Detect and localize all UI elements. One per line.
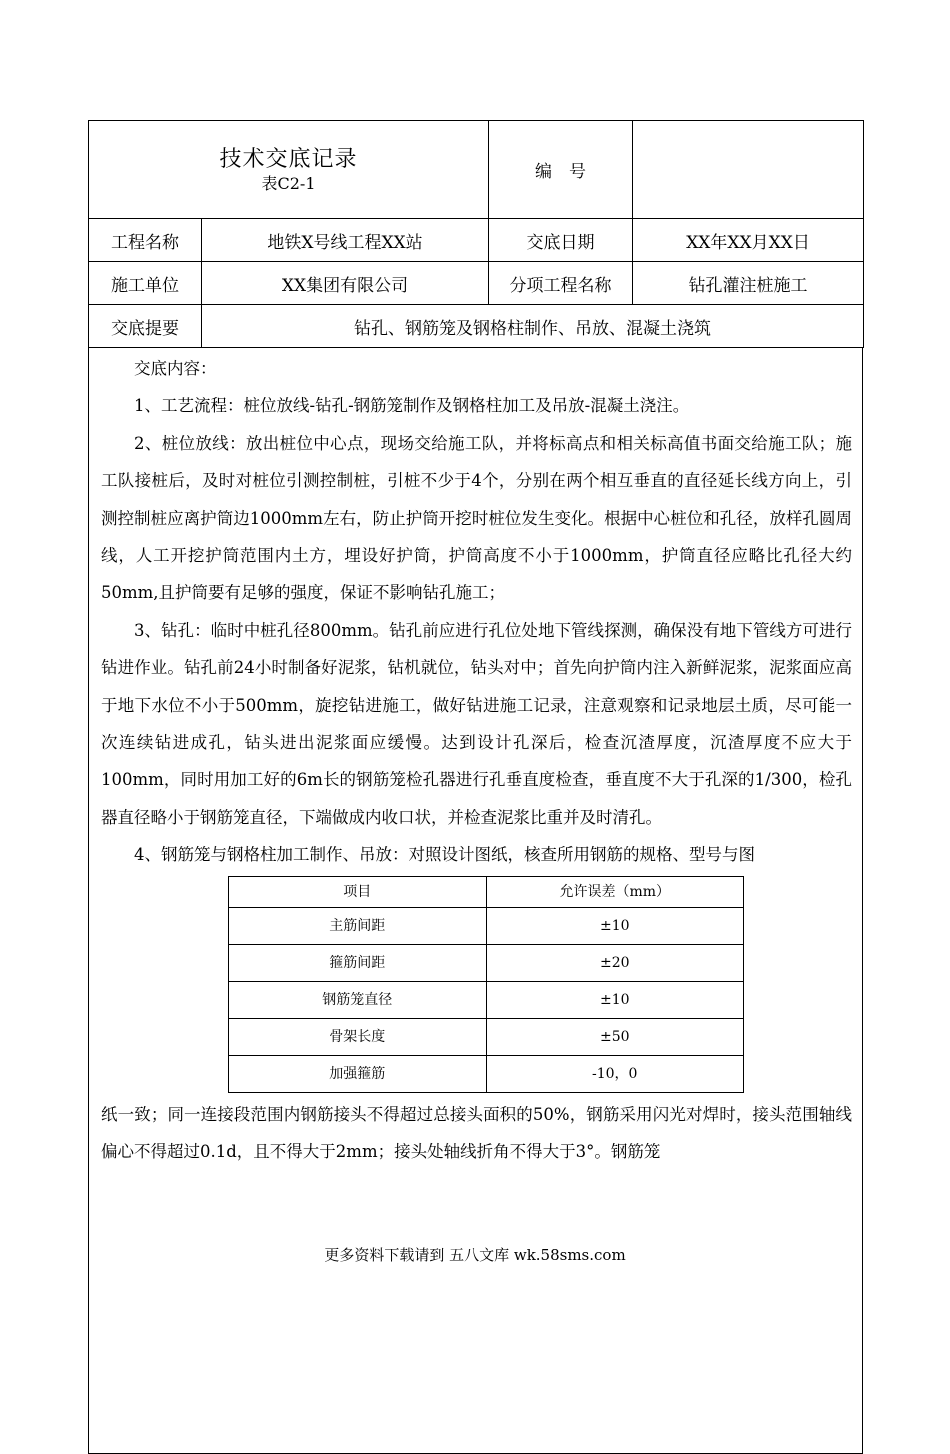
table-cell-item: 钢筋笼直径 — [229, 981, 487, 1018]
summary-value: 钻孔、钢筋笼及钢格柱制作、吊放、混凝土浇筑 — [202, 305, 864, 348]
table-cell-item: 加强箍筋 — [229, 1055, 487, 1092]
content-body — [88, 348, 863, 1454]
table-cell-tolerance: ±50 — [486, 1018, 744, 1055]
header-table — [88, 120, 864, 348]
table-row — [229, 1018, 744, 1055]
date-label: 交底日期 — [489, 219, 633, 262]
title-cell — [89, 121, 489, 219]
table-row — [229, 907, 744, 944]
paragraph-pile-layout: 2、桩位放线：放出桩位中心点，现场交给施工队，并将标高点和相关标高值书面交给施工队；施工队接桩后，及时对桩位引测控制桩，引桩不少于4个，分别在两个相互垂直的直径延长线方向上，引测控制桩应离护筒边1000mm左右，防止护筒开挖时桩位发生变化。根据中心桩位和孔径，放样孔圆周线，人工开挖护筒范围内土方，埋设好护筒，护筒高度不小于1000mm，护筒直径应略比孔径大约50mm,且护筒要有足够的强度，保证不影响钻孔施工； — [101, 433, 852, 603]
table-cell-tolerance: ±10 — [486, 981, 744, 1018]
table-cell-item: 主筋间距 — [229, 907, 487, 944]
summary-label: 交底提要 — [89, 305, 202, 348]
project-name-label: 工程名称 — [89, 219, 202, 262]
table-cell-tolerance: -10，0 — [486, 1055, 744, 1092]
project-name: 地铁X号线工程XX站 — [202, 219, 489, 262]
date-value: XX年XX月XX日 — [633, 219, 864, 262]
table-header-row — [229, 876, 744, 907]
form-number: 表C2-1 — [261, 173, 316, 193]
table-cell-tolerance: ±20 — [486, 944, 744, 981]
table-row — [229, 981, 744, 1018]
table-row — [229, 944, 744, 981]
document-title: 技术交底记录 — [219, 146, 358, 172]
table-cell-tolerance: ±10 — [486, 907, 744, 944]
paragraph-cage-fabrication: 4、钢筋笼与钢格柱加工制作、吊放：对照设计图纸，核查所用钢筋的规格、型号与图 — [134, 845, 755, 865]
table-cell-item: 骨架长度 — [229, 1018, 487, 1055]
unit-value: XX集团有限公司 — [202, 262, 489, 305]
tolerance-table — [228, 876, 744, 1093]
number-label: 编 号 — [489, 121, 633, 219]
unit-label: 施工单位 — [89, 262, 202, 305]
number-value — [633, 121, 864, 219]
paragraph-drilling: 3、钻孔：临时中桩孔径800mm。钻孔前应进行孔位处地下管线探测，确保没有地下管线方可进行钻进作业。钻孔前24小时制备好泥浆，钻机就位，钻头对中；首先向护筒内注入新鲜泥浆，泥浆面应高于地下水位不小于500mm，旋挖钻进施工，做好钻进施工记录，注意观察和记录地层土质，尽可能一次连续钻进成孔，钻头进出泥浆面应缓慢。达到设计孔深后，检查沉渣厚度，沉渣厚度不应大于100mm，同时用加工好的6m长的钢筋笼检孔器进行孔垂直度检查，垂直度不大于孔深的1/300，检孔器直径略小于钢筋笼直径，下端做成内收口状，并检查泥浆比重并及时清孔。 — [101, 620, 852, 827]
footer-download-note: 更多资料下载请到 五八文库 wk.58sms.com — [324, 1246, 626, 1264]
paragraph-process-flow: 1、工艺流程：桩位放线-钻孔-钢筋笼制作及钢格柱加工及吊放-混凝土浇注。 — [134, 396, 690, 416]
table-header-tolerance: 允许误差（mm） — [486, 876, 744, 907]
paragraph-continuation: 纸一致；同一连接段范围内钢筋接头不得超过总接头面积的50%，钢筋采用闪光对焊时，接头范围轴线偏心不得超过0.1d，且不得大于2mm；接头处轴线折角不得大于3°。钢筋笼 — [101, 1104, 852, 1162]
table-cell-item: 箍筋间距 — [229, 944, 487, 981]
subproject-label: 分项工程名称 — [489, 262, 633, 305]
subproject-value: 钻孔灌注桩施工 — [633, 262, 864, 305]
table-row — [229, 1055, 744, 1092]
content-intro: 交底内容： — [134, 359, 217, 378]
table-header-item: 项目 — [229, 876, 487, 907]
